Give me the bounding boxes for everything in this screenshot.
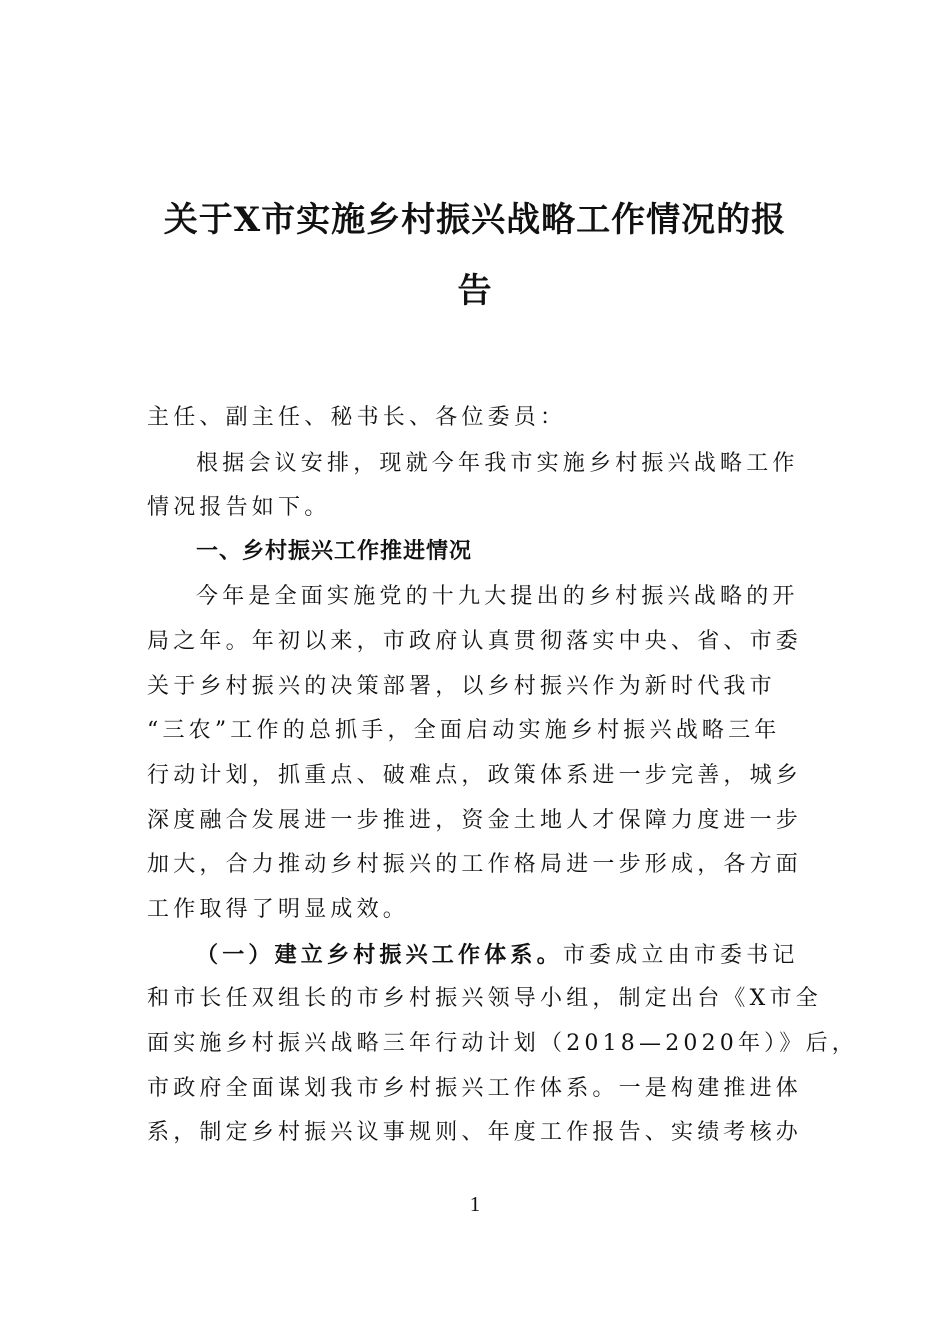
subsection-heading: （一）建立乡村振兴工作体系。 [196,942,563,968]
paragraph-line: 系，制定乡村振兴议事规则、年度工作报告、实绩考核办 [147,1120,803,1145]
intro-line: 根据会议安排，现就今年我市实施乡村振兴战略工作 [196,451,799,476]
section-heading: 一、乡村振兴工作推进情况 [196,539,473,564]
subsection-text: 市委成立由市委书记 [562,943,799,968]
paragraph-line: 关于乡村振兴的决策部署，以乡村振兴作为新时代我市 [147,674,776,699]
paragraph-line: 深度融合发展进一步推进，资金土地人才保障力度进一步 [147,808,803,833]
page-number: 1 [469,1192,481,1216]
paragraph-line: 和市长任双组长的市乡村振兴领导小组，制定出台《X市全 [147,986,822,1011]
paragraph-line: 市政府全面谋划我市乡村振兴工作体系。一是构建推进体 [147,1076,803,1101]
document-title-line-2: 告 [457,271,493,311]
paragraph-line: 今年是全面实施党的十九大提出的乡村振兴战略的开 [196,584,799,609]
paragraph-line: 面实施乡村振兴战略三年行动计划（2018—2020年）》后， [147,1031,858,1056]
paragraph-line: 工作取得了明显成效。 [147,897,410,922]
paragraph-line: 行动计划，抓重点、破难点，政策体系进一步完善，城乡 [147,763,803,788]
subsection-first-line [196,944,866,967]
paragraph-line: “三农”工作的总抓手，全面启动实施乡村振兴战略三年 [147,718,781,743]
document-title-line-1: 关于X市实施乡村振兴战略工作情况的报 [163,200,787,240]
intro-line: 情况报告如下。 [147,495,331,520]
paragraph-line: 局之年。年初以来，市政府认真贯彻落实中央、省、市委 [147,629,803,654]
paragraph-line: 加大，合力推动乡村振兴的工作格局进一步形成，各方面 [147,852,803,877]
salutation: 主任、副主任、秘书长、各位委员： [147,405,567,430]
